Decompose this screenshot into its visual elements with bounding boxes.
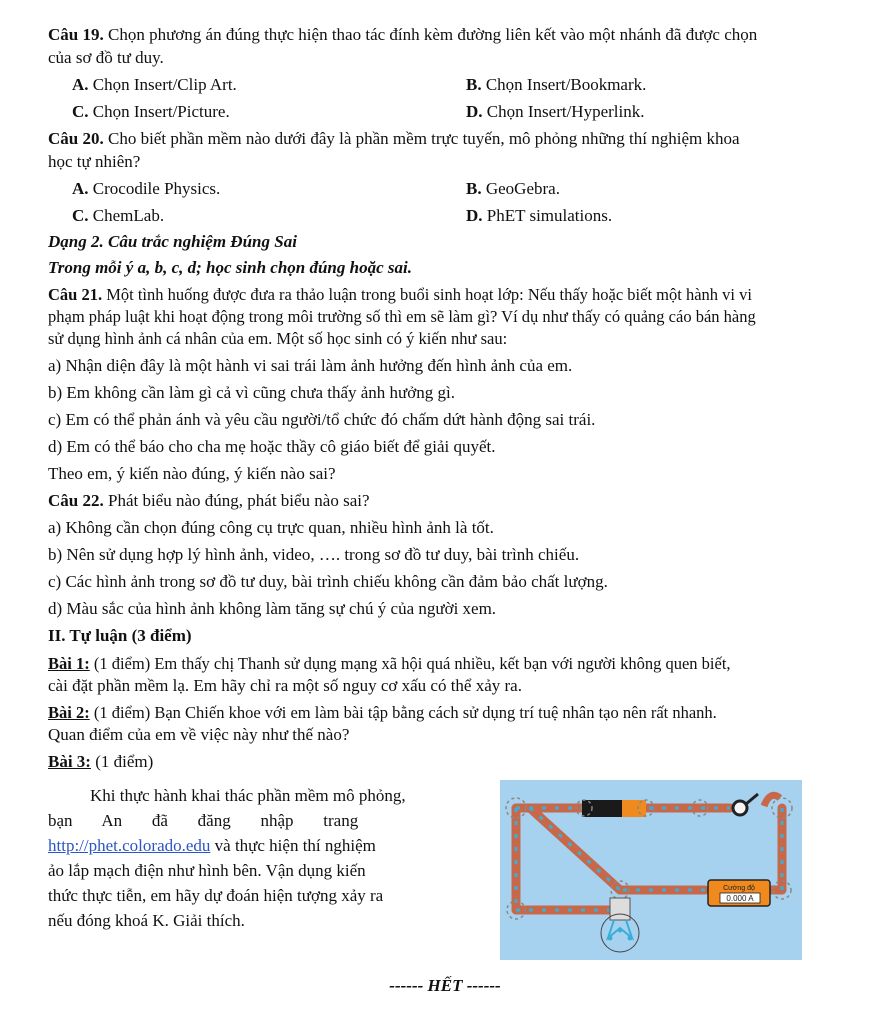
q21-item-d: d) Em có thể báo cho cha mẹ hoặc thầy cô giáo biết để giải quyết.: [48, 437, 496, 456]
switch-icon: [733, 801, 747, 815]
q21-line3: sử dụng hình ảnh cá nhân của em. Một số học sinh có ý kiến như sau:: [48, 329, 508, 348]
bai3-line1: Bài 3: (1 điểm): [48, 752, 154, 771]
ammeter-value: 0.000 A: [726, 894, 754, 903]
q19-option-b: B. Chọn Insert/Bookmark.: [466, 75, 647, 94]
q20-line1: Câu 20. Cho biết phần mềm nào dưới đây là phần mềm trực tuyến, mô phỏng những thí nghiệm khoa: [48, 129, 740, 148]
ammeter-label: Cường độ: [723, 885, 755, 892]
q20-option-d: D. PhET simulations.: [466, 206, 613, 225]
circuit-simulation-image: [500, 780, 802, 960]
bai1-label: Bài 1:: [48, 654, 90, 673]
circuit-diagram: [500, 780, 802, 960]
q20-number: Câu 20.: [48, 129, 104, 148]
q20-line2: học tự nhiên?: [48, 152, 141, 171]
q22-line1: Câu 22. Phát biểu nào đúng, phát biểu nào sai?: [48, 491, 370, 510]
q20-option-b: B. GeoGebra.: [466, 179, 560, 198]
q19-option-c: C. Chọn Insert/Picture.: [72, 102, 230, 121]
q20-option-a: A. Crocodile Physics.: [72, 179, 221, 198]
bai3-label: Bài 3:: [48, 752, 91, 771]
bai3-text2: bạn An đã đăng nhập trang: [48, 811, 359, 830]
bai3-text6: nếu đóng khoá K. Giải thích.: [48, 911, 245, 930]
q22-item-a: a) Không cần chọn đúng công cụ trực quan, nhiều hình ảnh là tốt.: [48, 518, 494, 537]
q22-item-b: b) Nên sử dụng hợp lý hình ảnh, video, …. trong sơ đồ tư duy, bài trình chiếu.: [48, 545, 580, 564]
q22-number: Câu 22.: [48, 491, 104, 510]
q19-text-cont: của sơ đồ tư duy.: [48, 48, 164, 67]
bai1-line1: Bài 1: (1 điểm) Em thấy chị Thanh sử dụng mạng xã hội quá nhiều, kết bạn với người không quen biết,: [48, 654, 731, 673]
section2-instruction: Trong mỗi ý a, b, c, d; học sinh chọn đúng hoặc sai.: [48, 258, 412, 277]
part2-title: II. Tự luận (3 điểm): [48, 626, 192, 645]
bai2-line2: Quan điểm của em về việc này như thế nào?: [48, 725, 350, 744]
q19-number: Câu 19.: [48, 25, 104, 44]
bai2-line1: Bài 2: (1 điểm) Bạn Chiến khoe với em làm bài tập bằng cách sử dụng trí tuệ nhân tạo nên rất nhanh.: [48, 703, 717, 722]
q19-text: Chọn phương án đúng thực hiện thao tác đính kèm đường liên kết vào một nhánh đã được chọn: [103, 25, 758, 44]
section2-title: Dạng 2. Câu trắc nghiệm Đúng Sai: [48, 232, 297, 251]
q19-line1: [48, 24, 850, 45]
bulb-base: [610, 898, 630, 920]
bai1-line2: cài đặt phần mềm lạ. Em hãy chỉ ra một số nguy cơ xấu có thể xảy ra.: [48, 676, 522, 695]
q19-option-d: D. Chọn Insert/Hyperlink.: [466, 102, 645, 121]
q21-item-c: c) Em có thể phản ánh và yêu cầu người/tổ chức đó chấm dứt hành động sai trái.: [48, 410, 596, 429]
bai3-text3: http://phet.colorado.edu và thực hiện thí nghiệm: [48, 836, 376, 855]
end-marker: ------ HẾT ------: [389, 976, 501, 995]
q19-option-a: A. Chọn Insert/Clip Art.: [72, 75, 237, 94]
q20-option-c: C. ChemLab.: [72, 206, 165, 225]
q22-item-d: d) Màu sắc của hình ảnh không làm tăng sự chú ý của người xem.: [48, 599, 497, 618]
bai3-text4: ảo lắp mạch điện như hình bên. Vận dụng kiến: [48, 861, 366, 880]
q21-number: Câu 21.: [48, 285, 103, 304]
q19-line2: [48, 47, 850, 68]
q22-item-c: c) Các hình ảnh trong sơ đồ tư duy, bài trình chiếu không cần đảm bảo chất lượng.: [48, 572, 608, 591]
q21-line1: Câu 21. Một tình huống được đưa ra thảo luận trong buổi sinh hoạt lớp: Nếu thấy hoặc biết một hành vi vi: [48, 285, 752, 304]
bai3-text5: thức thực tiễn, em hãy dự đoán hiện tượng xảy ra: [48, 886, 384, 905]
q21-closing: Theo em, ý kiến nào đúng, ý kiến nào sai?: [48, 464, 336, 483]
phet-link[interactable]: http://phet.colorado.edu: [48, 836, 211, 855]
q21-item-a: a) Nhận diện đây là một hành vi sai trái làm ảnh hưởng đến hình ảnh của em.: [48, 356, 573, 375]
bai3-text1: Khi thực hành khai thác phần mềm mô phỏng,: [90, 786, 406, 805]
q21-item-b: b) Em không cần làm gì cả vì cũng chưa thấy ảnh hưởng gì.: [48, 383, 455, 402]
bai2-label: Bài 2:: [48, 703, 90, 722]
q21-line2: phạm pháp luật khi hoạt động trong môi trường số thì em sẽ làm gì? Ví dụ như thấy có quảng cáo bán hàng: [48, 307, 756, 326]
